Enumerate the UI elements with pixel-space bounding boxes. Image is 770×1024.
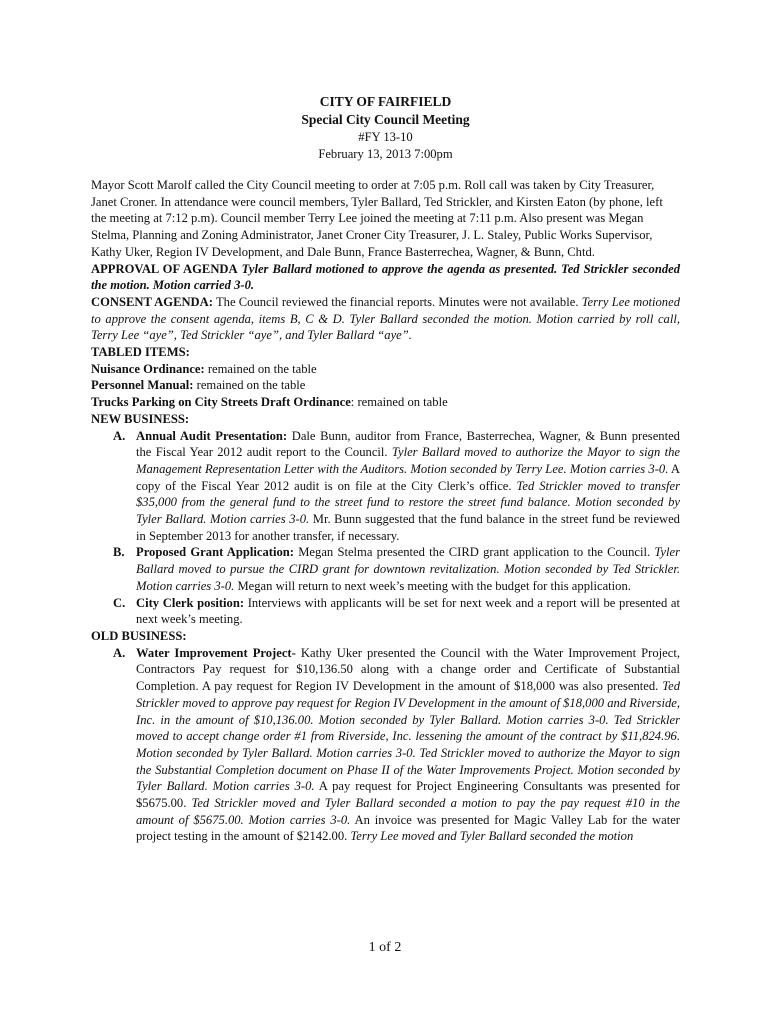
tabled-item-text: remained on the table [204, 361, 317, 376]
item-text: Dale Bunn, auditor from France, Basterrechea, Wagner, & Bunn presented the Fiscal Year 2012 audit report to the Council. [136, 428, 680, 460]
document-page [91, 93, 680, 845]
item-motion: Ted Strickler moved to approve pay request for Region IV Development in the amount of $18,000 and Riverside, Inc. in the amount of $10,136.00. Motion seconded by Tyler Ballard. Motion carries 3-0. Ted Strickler moved to accept change order #1 from Riverside, Inc. lessening the amount of the contract by $11,824.96. Motion seconded by Tyler Ballard. Motion carries 3-0. Ted Strickler moved to authorize the Mayor to sign the Substantial Completion document on Phase II of the Water Improvements Project. Motion seconded by Tyler Ballard. Motion carries 3-0. [136, 679, 680, 794]
new-business-item-b [91, 544, 680, 594]
tabled-item-text: : remained on table [350, 395, 448, 410]
city-title: CITY OF FAIRFIELD [319, 94, 452, 109]
tabled-item [91, 361, 680, 378]
new-business-heading: NEW BUSINESS: [91, 411, 190, 426]
item-motion: Terry Lee moved and Tyler Ballard seconded the motion [350, 829, 634, 844]
old-business-section [91, 628, 680, 845]
item-text: A pay request for Project Engineering Consultants was presented for $5675.00. [136, 779, 680, 811]
item-text: Megan Stelma presented the CIRD grant application to the Council. [294, 545, 655, 560]
tabled-heading: TABLED ITEMS: [91, 345, 190, 360]
tabled-item-label: Nuisance Ordinance: [91, 361, 205, 376]
item-title: Water Improvement Project- [136, 645, 296, 660]
item-motion: Ted Strickler moved to transfer $35,000 from the general fund to the street fund to restore the street fund balance. Motion seconded by Tyler Ballard. Motion carries 3-0. [136, 478, 680, 527]
item-title: City Clerk position: [136, 595, 245, 610]
item-motion: Tyler Ballard moved to authorize the Mayor to sign the Management Representation Letter with the Auditors. Motion seconded by Terry Lee. Motion carries 3-0. [136, 445, 680, 476]
tabled-item [91, 394, 680, 411]
approval-of-agenda [91, 261, 680, 294]
item-text: A copy of the Fiscal Year 2012 audit is on file at the City Clerk’s office. [136, 461, 680, 493]
item-text: Mr. Bunn suggested that the fund balance in the street fund be reviewed in September 2013 for another transfer, if necessary. [136, 512, 680, 543]
agenda-label: APPROVAL OF AGENDA [91, 261, 238, 276]
item-title: Annual Audit Presentation: [136, 428, 288, 443]
item-motion: Tyler Ballard moved to pursue the CIRD grant for downtown revitalization. Motion seconded by Ted Strickler. Motion carries 3-0. [136, 545, 680, 593]
intro-paragraph: Mayor Scott Marolf called the City Council meeting to order at 7:05 p.m. Roll call was taken by City Treasurer, Janet Croner. In attendance were council members, Tyler Ballard, Ted Strickler, and Kirsten Eaton (by phone, left the meeting at 7:12 p.m). Council member Terry Lee joined the meeting at 7:11 p.m. Also present was Megan Stelma, Planning and Zoning Administrator, Janet Croner City Treasurer, J. L. Staley, Public Works Supervisor, Kathy Uker, Region IV Development, and Dale Bunn, France Basterrechea, Wagner, & Bunn, Chtd. [91, 178, 663, 259]
agenda-motion: Tyler Ballard motioned to approve the agenda as presented. Ted Strickler seconded the motion. Motion carried 3-0. [91, 261, 681, 293]
item-text: Kathy Uker presented the Council with the Water Improvement Project, Contractors Pay request for $10,136.50 along with a change order and Certificate of Substantial Completion. A pay request for Region IV Development in the amount of $18,000 was also presented. [136, 645, 680, 694]
item-motion: Ted Strickler moved and Tyler Ballard seconded a motion to pay the pay request #10 in the amount of $5675.00. Motion carries 3-0. [136, 796, 680, 827]
meeting-title: Special City Council Meeting [301, 112, 470, 127]
old-business-item-a [91, 645, 680, 845]
consent-label: CONSENT AGENDA: [91, 294, 213, 309]
meeting-number: #FY 13-10 [358, 130, 413, 144]
tabled-item-text: remained on the table [193, 378, 306, 393]
consent-motion: Terry Lee motioned to approve the consent agenda, items B, C & D. Tyler Ballard seconded the motion. Motion carried by roll call, Terry Lee “aye”, Ted Strickler “aye”, and Tyler Ballard “aye”. [91, 294, 680, 343]
meeting-date: February 13, 2013 7:00pm [318, 147, 453, 161]
tabled-items-section [91, 344, 680, 411]
item-letter: B. [113, 545, 125, 560]
item-letter: A. [113, 428, 126, 443]
item-text: An invoice was presented for Magic Valley Lab for the water project testing in the amount of $2142.00. [136, 812, 680, 844]
page-number: 1 of 2 [368, 940, 402, 955]
tabled-item [91, 377, 680, 394]
new-business-item-a [91, 428, 680, 545]
new-business-section [91, 411, 680, 628]
item-text: Interviews with applicants will be set for next week and a report will be presented at next week’s meeting. [136, 595, 681, 627]
old-business-heading: OLD BUSINESS: [91, 628, 187, 643]
item-letter: C. [113, 595, 126, 610]
item-title: Proposed Grant Application: [136, 545, 294, 560]
item-letter: A. [113, 645, 126, 660]
consent-text: The Council reviewed the financial reports. Minutes were not available. [215, 294, 579, 309]
consent-agenda [91, 294, 680, 344]
tabled-item-label: Personnel Manual: [91, 378, 194, 393]
tabled-item-label: Trucks Parking on City Streets Draft Ordinance [91, 395, 351, 410]
item-text: Megan will return to next week’s meeting with the budget for this application. [234, 578, 631, 593]
new-business-item-c [91, 595, 680, 628]
